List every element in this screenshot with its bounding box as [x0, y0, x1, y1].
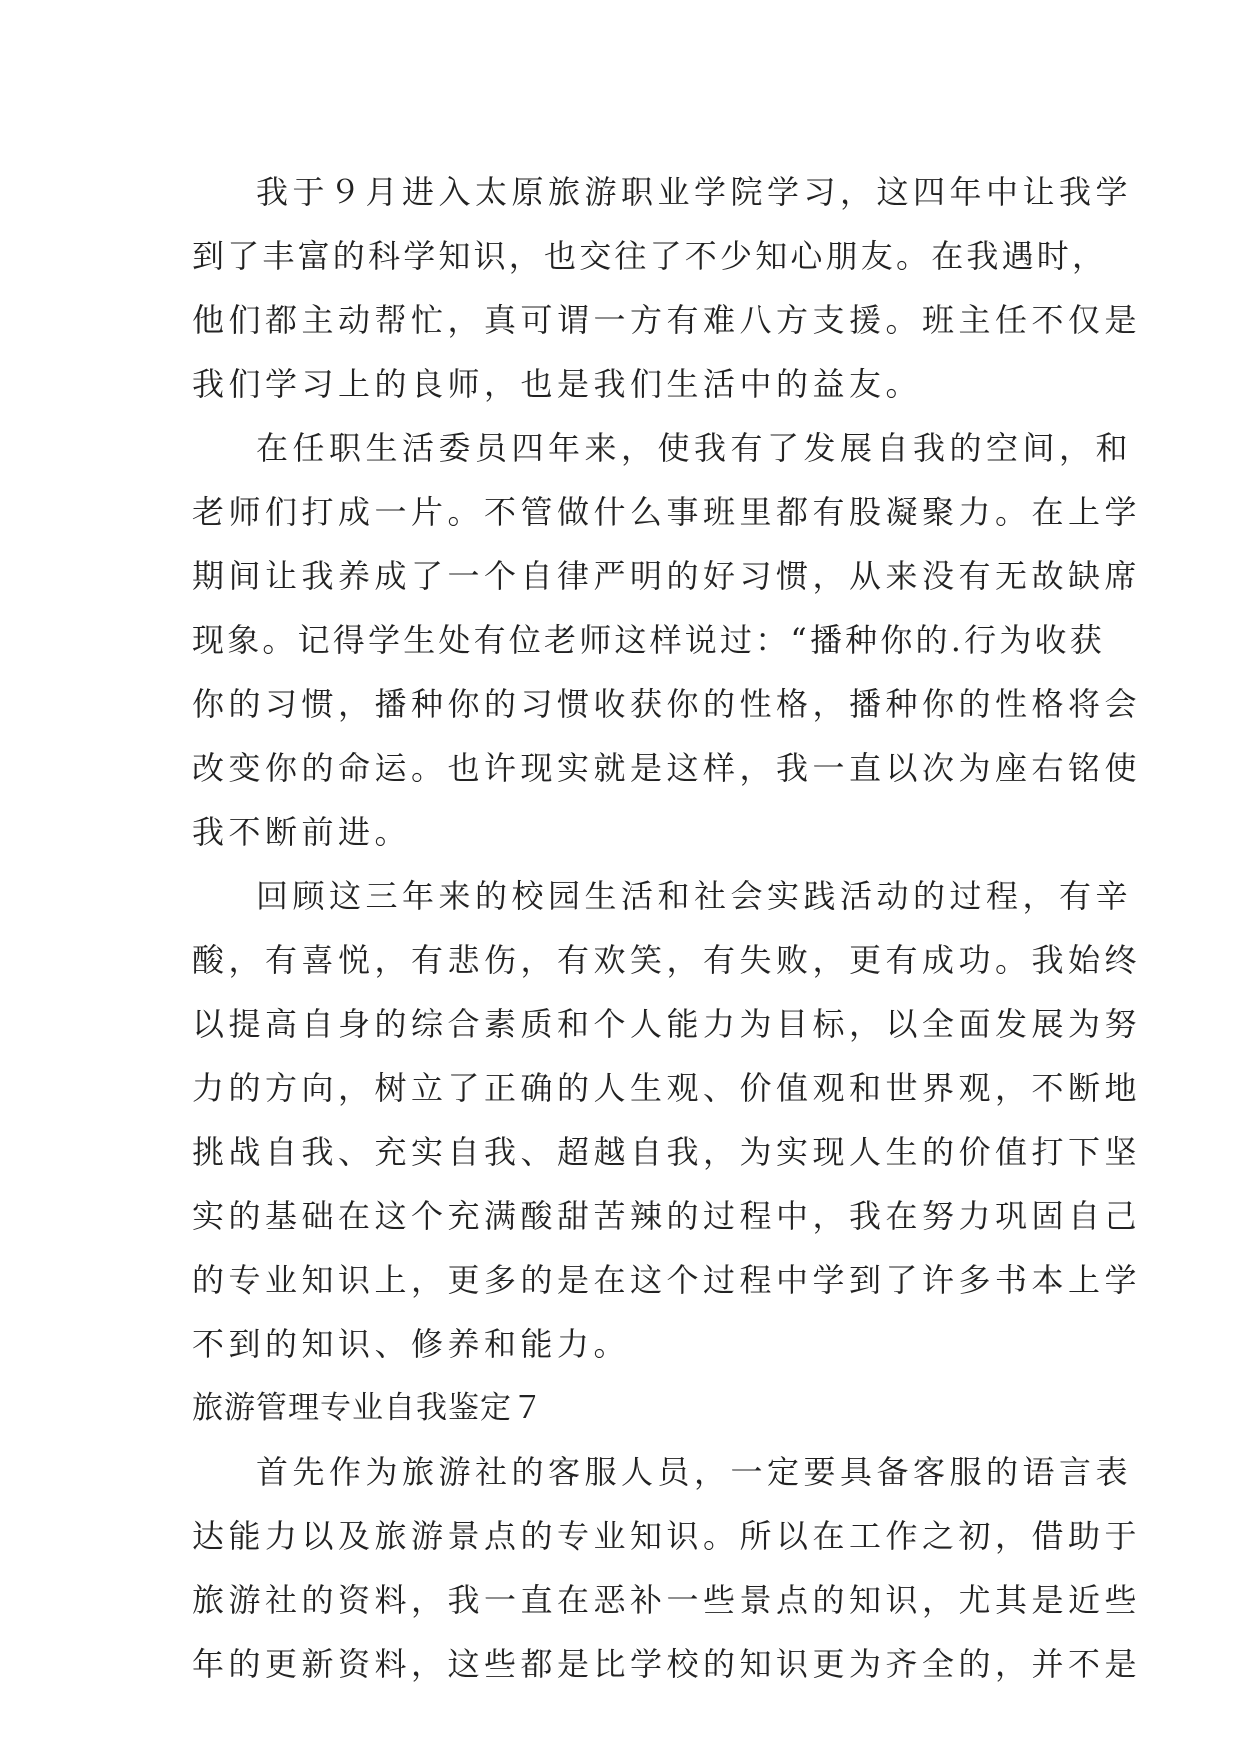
- paragraph-line: 旅游社的资料，我一直在恶补一些景点的知识，尤其是近些: [192, 1581, 1142, 1619]
- paragraph-line: 以提高自身的综合素质和个人能力为目标，以全面发展为努: [192, 1005, 1142, 1043]
- paragraph-line: 你的习惯，播种你的习惯收获你的性格，播种你的性格将会: [192, 685, 1142, 723]
- paragraph-line: 挑战自我、充实自我、超越自我，为实现人生的价值打下坚: [192, 1133, 1142, 1171]
- paragraph-line: 老师们打成一片。不管做什么事班里都有股凝聚力。在上学: [192, 493, 1142, 531]
- paragraph-1: [192, 160, 1142, 416]
- paragraph-line: 力的方向，树立了正确的人生观、价值观和世界观，不断地: [192, 1069, 1142, 1107]
- paragraph-line: 首先作为旅游社的客服人员，一定要具备客服的语言表: [256, 1453, 1133, 1491]
- paragraph-line: 现象。记得学生处有位老师这样说过：“播种你的.行为收获: [192, 621, 1105, 659]
- paragraph-line: 我不断前进。: [192, 813, 412, 851]
- paragraph-line: 不到的知识、修养和能力。: [192, 1325, 631, 1363]
- document-body: [192, 160, 1142, 1696]
- paragraph-line: 年的更新资料，这些都是比学校的知识更为齐全的，并不是: [192, 1645, 1142, 1683]
- paragraph-line: 到了丰富的科学知识，也交往了不少知心朋友。在我遇时，: [192, 237, 1108, 275]
- paragraph-4: [192, 1440, 1142, 1696]
- paragraph-line: 达能力以及旅游景点的专业知识。所以在工作之初，借助于: [192, 1517, 1142, 1555]
- paragraph-line: 实的基础在这个充满酸甜苦辣的过程中，我在努力巩固自己: [192, 1197, 1142, 1235]
- paragraph-line: 他们都主动帮忙，真可谓一方有难八方支援。班主任不仅是: [192, 301, 1142, 339]
- section-heading: 旅游管理专业自我鉴定７: [192, 1390, 544, 1426]
- paragraph-line: 酸，有喜悦，有悲伤，有欢笑，有失败，更有成功。我始终: [192, 941, 1142, 979]
- paragraph-2: [192, 416, 1142, 864]
- paragraph-line: 改变你的命运。也许现实就是这样，我一直以次为座右铭使: [192, 749, 1142, 787]
- paragraph-3: [192, 864, 1142, 1376]
- paragraph-line: 在任职生活委员四年来，使我有了发展自我的空间，和: [256, 429, 1133, 467]
- paragraph-line: 期间让我养成了一个自律严明的好习惯，从来没有无故缺席: [192, 557, 1142, 595]
- paragraph-line: 我于９月进入太原旅游职业学院学习，这四年中让我学: [256, 173, 1133, 211]
- paragraph-line: 的专业知识上，更多的是在这个过程中学到了许多书本上学: [192, 1261, 1142, 1299]
- paragraph-line: 回顾这三年来的校园生活和社会实践活动的过程，有辛: [256, 877, 1133, 915]
- paragraph-line: 我们学习上的良师，也是我们生活中的益友。: [192, 365, 923, 403]
